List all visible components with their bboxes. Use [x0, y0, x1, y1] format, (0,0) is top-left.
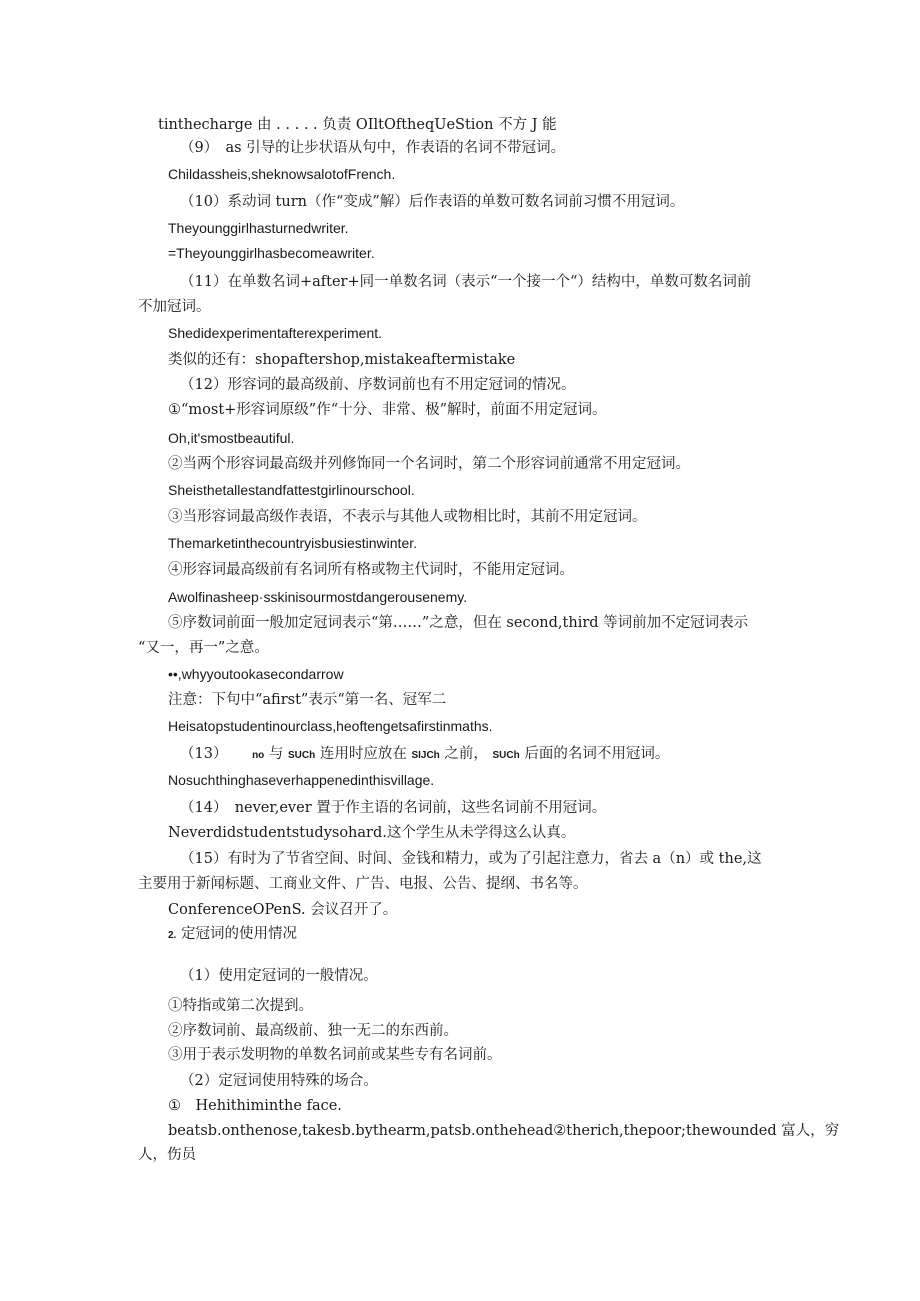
text-line-11: （12）形容词的最高级前、序数词前也有不用定冠词的情况。: [180, 377, 576, 393]
text-line-13: Oh,it'smostbeautiful.: [168, 430, 295, 446]
text-line-39: beatsb.onthenose,takesb.bythearm,patsb.onthehead②therich,thepoor;thewounded 富人，穷: [168, 1123, 840, 1139]
word-yu: 与: [268, 746, 284, 762]
text-line-19: Awolfinasheep·sskinisourmostdangerousenemy.: [168, 589, 468, 605]
text-line-14: ②当两个形容词最高级并列修饰同一个名词时，第二个形容词前通常不用定冠词。: [168, 456, 690, 472]
text-line-38: ① Hehithiminthe face.: [168, 1098, 342, 1114]
text-line-6: =Theyounggirlhasbecomeawriter.: [168, 245, 375, 261]
word-such-1: SUCh: [288, 750, 316, 761]
text-line-31: ConferenceOPenS. 会议召开了。: [168, 902, 398, 918]
text-line-7: （11）在单数名词+after+同一单数名词（表示“一个接一个“）结构中，单数可数名词前: [180, 274, 752, 290]
text-line-35: ②序数词前、最高级前、独一无二的东西前。: [168, 1023, 458, 1039]
text-line-20: ⑤序数词前面一般加定冠词表示“第……”之意，但在 second,third 等词前加不定冠词表示: [168, 615, 749, 631]
text-line-24: Heisatopstudentinourclass,heoftengetsafirstinmaths.: [168, 718, 493, 734]
text-line-26: Nosuchthinghaseverhappenedinthisvillage.: [168, 772, 435, 788]
text-line-18: ④形容词最高级前有名词所有格或物主代词时，不能用定冠词。: [168, 562, 574, 578]
text-line-28: Neverdidstudentstudysohard.这个学生从未学得这么认真。: [168, 825, 576, 841]
text-line-5: Theyounggirlhasturnedwriter.: [168, 220, 349, 236]
text-line-10: 类似的还有：shopaftershop,mistakeaftermistake: [168, 352, 516, 368]
text-line-15: Sheisthetallestandfattestgirlinourschool.: [168, 482, 415, 498]
word-such-3: SUCh: [492, 750, 520, 761]
text-line-3: Childassheis,sheknowsalotofFrench.: [168, 166, 396, 182]
phrase-position: 连用时应放在: [319, 746, 407, 762]
word-no: no: [252, 750, 265, 761]
text-line-34: ①特指或第二次提到。: [168, 998, 313, 1014]
text-line-21: “又一，再一”之意。: [138, 640, 269, 656]
text-line-17: Themarketinthecountryisbusiestinwinter.: [168, 535, 418, 551]
text-line-37: （2）定冠词使用特殊的场合。: [180, 1073, 378, 1089]
text-line-16: ③当形容词最高级作表语，不表示与其他人或物相比时，其前不用定冠词。: [168, 509, 647, 525]
phrase-before: 之前，: [444, 746, 488, 762]
text-line-2: （9） as 引导的让步状语从句中，作表语的名词不带冠词。: [180, 140, 566, 156]
text-line-1: tinthecharge 由 . . . . . 负责 OIltOftheqUeStion 不方 J 能: [158, 117, 557, 133]
item-13-number: （13）: [180, 746, 228, 762]
text-line-23: 注意：下句中“afirst”表示“第一名、冠军二: [168, 692, 447, 708]
text-line-32: [168, 924, 297, 946]
text-line-8: 不加冠词。: [138, 299, 211, 315]
text-line-9: Shedidexperimentafterexperiment.: [168, 325, 383, 341]
text-line-40: 人，伤员: [138, 1147, 196, 1163]
section-number: 2.: [168, 930, 177, 941]
text-line-4: （10）系动词 turn（作“变成”解）后作表语的单数可数名词前习惯不用冠词。: [180, 194, 685, 210]
text-line-22: ••,whyyoutookasecondarrow: [168, 666, 344, 682]
text-line-33: （1）使用定冠词的一般情况。: [180, 968, 378, 984]
text-line-36: ③用于表示发明物的单数名词前或某些专有名词前。: [168, 1047, 502, 1063]
text-line-29: （15）有时为了节省空间、时间、金钱和精力，或为了引起注意力，省去 a（n）或 the,这: [180, 851, 762, 867]
phrase-noun-no-article: 后面的名词不用冠词。: [524, 746, 670, 762]
text-line-27: （14） never,ever 置于作主语的名词前，这些名词前不用冠词。: [180, 800, 607, 816]
text-line-25: [180, 744, 669, 766]
word-such-2: SIJCh: [411, 750, 440, 761]
text-line-12: ①“most+形容词原级”作“十分、非常、极”解时，前面不用定冠词。: [168, 402, 607, 418]
text-line-30: 主要用于新闻标题、工商业文件、广告、电报、公告、提纲、书名等。: [138, 876, 588, 892]
section-title: 定冠词的使用情况: [180, 926, 297, 942]
